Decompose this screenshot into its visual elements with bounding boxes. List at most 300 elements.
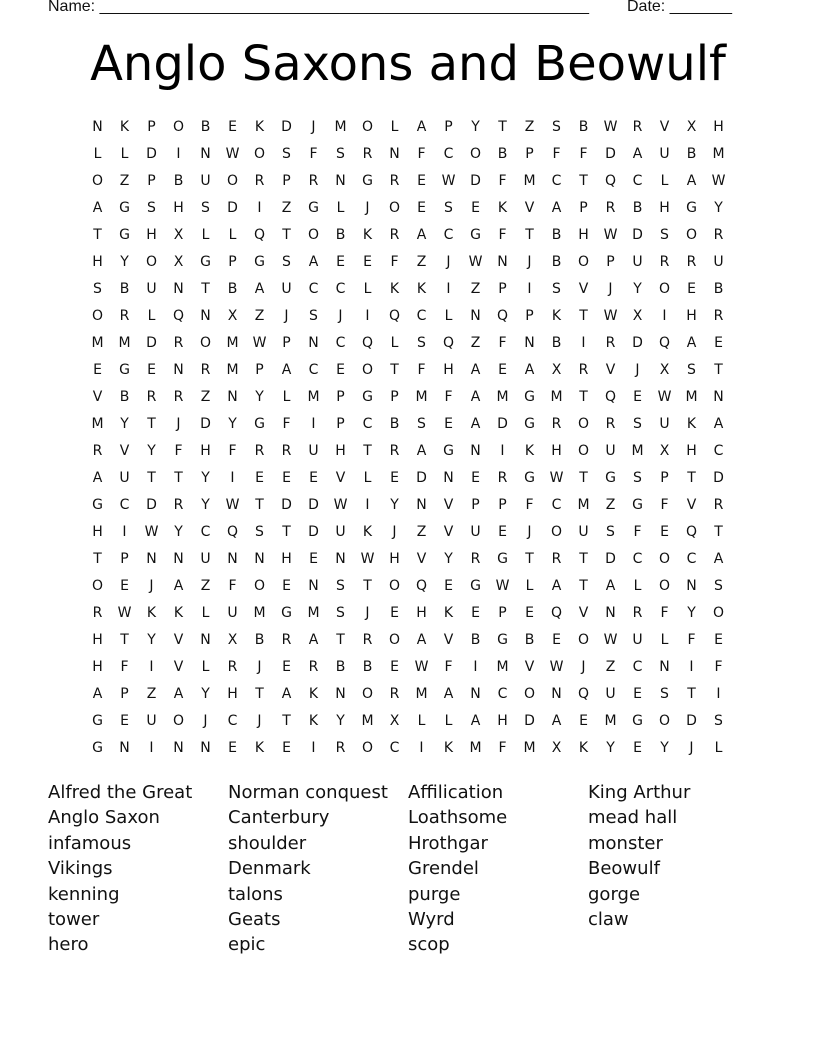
grid-letter[interactable]: Z [470, 280, 481, 297]
grid-letter[interactable]: Y [201, 469, 210, 486]
grid-letter[interactable]: F [714, 658, 723, 675]
grid-letter[interactable]: K [308, 685, 319, 702]
grid-letter[interactable]: R [173, 388, 184, 405]
grid-letter[interactable]: Y [471, 118, 480, 135]
grid-letter[interactable]: R [713, 496, 724, 513]
grid-letter[interactable]: O [658, 712, 671, 729]
grid-letter[interactable]: T [390, 361, 399, 378]
grid-letter[interactable]: I [419, 739, 424, 756]
grid-letter[interactable]: K [119, 118, 130, 135]
grid-letter[interactable]: T [336, 631, 345, 648]
grid-letter[interactable]: T [93, 226, 102, 243]
grid-letter[interactable]: X [632, 307, 643, 324]
grid-letter[interactable]: J [608, 280, 613, 297]
grid-letter[interactable]: X [389, 712, 400, 729]
grid-letter[interactable]: R [713, 307, 724, 324]
grid-letter[interactable]: B [119, 280, 130, 297]
grid-letter[interactable]: Y [147, 631, 156, 648]
grid-letter[interactable]: C [551, 496, 562, 513]
grid-letter[interactable]: C [443, 226, 454, 243]
grid-letter[interactable]: U [632, 253, 643, 270]
grid-letter[interactable]: T [525, 226, 534, 243]
grid-letter[interactable]: U [200, 172, 211, 189]
grid-letter[interactable]: X [659, 361, 670, 378]
grid-letter[interactable]: J [284, 307, 289, 324]
grid-letter[interactable]: N [335, 550, 346, 567]
grid-letter[interactable]: N [119, 739, 130, 756]
grid-letter[interactable]: N [146, 550, 157, 567]
grid-letter[interactable]: S [606, 523, 615, 540]
grid-letter[interactable]: U [470, 523, 481, 540]
grid-letter[interactable]: H [227, 685, 238, 702]
grid-letter[interactable]: E [633, 685, 642, 702]
grid-letter[interactable]: T [120, 631, 129, 648]
grid-letter[interactable]: S [552, 118, 561, 135]
grid-letter[interactable]: C [200, 523, 211, 540]
grid-letter[interactable]: N [443, 469, 454, 486]
grid-letter[interactable]: A [416, 226, 427, 243]
grid-letter[interactable]: L [363, 469, 372, 486]
grid-letter[interactable]: T [579, 469, 588, 486]
grid-letter[interactable]: O [658, 550, 671, 567]
grid-letter[interactable]: A [713, 550, 724, 567]
grid-letter[interactable]: R [281, 631, 292, 648]
grid-letter[interactable]: A [92, 685, 103, 702]
grid-letter[interactable]: B [578, 118, 589, 135]
grid-letter[interactable]: T [147, 415, 156, 432]
grid-letter[interactable]: R [173, 334, 184, 351]
grid-letter[interactable]: J [689, 739, 694, 756]
grid-letter[interactable]: E [309, 469, 318, 486]
grid-letter[interactable]: S [633, 415, 642, 432]
grid-letter[interactable]: P [660, 469, 669, 486]
grid-letter[interactable]: H [92, 658, 103, 675]
grid-letter[interactable]: N [605, 604, 616, 621]
grid-letter[interactable]: Z [200, 577, 211, 594]
grid-letter[interactable]: A [281, 361, 292, 378]
grid-letter[interactable]: E [120, 577, 129, 594]
grid-letter[interactable]: D [281, 496, 292, 513]
grid-letter[interactable]: R [335, 739, 346, 756]
grid-letter[interactable]: U [281, 280, 292, 297]
grid-letter[interactable]: I [257, 199, 262, 216]
grid-letter[interactable]: V [119, 442, 130, 459]
grid-letter[interactable]: W [495, 577, 510, 594]
grid-letter[interactable]: X [551, 739, 562, 756]
grid-letter[interactable]: T [714, 523, 723, 540]
grid-letter[interactable]: U [227, 604, 238, 621]
grid-letter[interactable]: E [525, 604, 534, 621]
grid-letter[interactable]: N [173, 361, 184, 378]
grid-letter[interactable]: E [471, 199, 480, 216]
grid-letter[interactable]: D [497, 415, 508, 432]
grid-letter[interactable]: F [444, 658, 453, 675]
grid-letter[interactable]: I [122, 523, 127, 540]
grid-letter[interactable]: V [524, 199, 535, 216]
grid-letter[interactable]: I [311, 739, 316, 756]
grid-letter[interactable]: A [92, 469, 103, 486]
date-field-label[interactable]: Date: _______ [627, 0, 732, 15]
grid-letter[interactable]: H [389, 550, 400, 567]
grid-letter[interactable]: C [686, 550, 697, 567]
grid-letter[interactable]: E [147, 361, 156, 378]
grid-letter[interactable]: S [336, 604, 345, 621]
grid-letter[interactable]: Q [685, 523, 698, 540]
grid-letter[interactable]: N [470, 442, 481, 459]
grid-letter[interactable]: E [282, 739, 291, 756]
grid-letter[interactable]: T [687, 469, 696, 486]
grid-letter[interactable]: R [308, 172, 319, 189]
grid-letter[interactable]: L [93, 145, 102, 162]
grid-letter[interactable]: Q [577, 685, 590, 702]
grid-letter[interactable]: R [254, 442, 265, 459]
grid-letter[interactable]: M [226, 361, 239, 378]
grid-letter[interactable]: Q [172, 307, 185, 324]
grid-letter[interactable]: E [687, 280, 696, 297]
grid-letter[interactable]: W [117, 604, 132, 621]
grid-letter[interactable]: U [200, 550, 211, 567]
grid-letter[interactable]: L [201, 604, 210, 621]
grid-letter[interactable]: A [470, 361, 481, 378]
grid-letter[interactable]: A [416, 118, 427, 135]
grid-letter[interactable]: S [552, 280, 561, 297]
grid-letter[interactable]: B [632, 199, 643, 216]
grid-letter[interactable]: D [308, 496, 319, 513]
grid-letter[interactable]: D [200, 415, 211, 432]
grid-letter[interactable]: T [282, 226, 291, 243]
grid-letter[interactable]: G [686, 199, 697, 216]
grid-letter[interactable]: Q [442, 334, 455, 351]
grid-letter[interactable]: A [686, 172, 697, 189]
grid-letter[interactable]: R [389, 226, 400, 243]
grid-letter[interactable]: G [605, 469, 616, 486]
grid-letter[interactable]: C [416, 307, 427, 324]
grid-letter[interactable]: F [579, 145, 588, 162]
grid-letter[interactable]: C [335, 334, 346, 351]
grid-letter[interactable]: F [390, 253, 399, 270]
grid-letter[interactable]: R [713, 226, 724, 243]
grid-letter[interactable]: X [551, 361, 562, 378]
grid-letter[interactable]: N [416, 496, 427, 513]
grid-letter[interactable]: R [92, 442, 103, 459]
grid-letter[interactable]: M [415, 388, 428, 405]
grid-letter[interactable]: A [551, 199, 562, 216]
grid-letter[interactable]: Y [444, 550, 453, 567]
grid-letter[interactable]: Y [147, 442, 156, 459]
grid-letter[interactable]: T [255, 685, 264, 702]
grid-letter[interactable]: W [252, 334, 267, 351]
grid-letter[interactable]: X [227, 631, 238, 648]
grid-letter[interactable]: S [417, 334, 426, 351]
grid-letter[interactable]: T [579, 388, 588, 405]
grid-letter[interactable]: G [497, 631, 508, 648]
grid-letter[interactable]: Y [336, 712, 345, 729]
grid-letter[interactable]: L [390, 334, 399, 351]
grid-letter[interactable]: M [334, 118, 347, 135]
grid-letter[interactable]: S [255, 523, 264, 540]
grid-letter[interactable]: G [443, 442, 454, 459]
grid-letter[interactable]: E [633, 739, 642, 756]
grid-letter[interactable]: G [119, 199, 130, 216]
grid-letter[interactable]: E [228, 118, 237, 135]
grid-letter[interactable]: V [416, 550, 427, 567]
grid-letter[interactable]: A [92, 199, 103, 216]
grid-letter[interactable]: L [633, 577, 642, 594]
grid-letter[interactable]: O [523, 685, 536, 702]
grid-letter[interactable]: B [362, 658, 373, 675]
grid-letter[interactable]: I [365, 307, 370, 324]
grid-letter[interactable]: K [524, 442, 535, 459]
grid-letter[interactable]: R [200, 361, 211, 378]
grid-letter[interactable]: A [470, 712, 481, 729]
grid-letter[interactable]: P [498, 604, 507, 621]
grid-letter[interactable]: W [603, 307, 618, 324]
grid-letter[interactable]: E [498, 361, 507, 378]
grid-letter[interactable]: S [147, 199, 156, 216]
grid-letter[interactable]: Z [254, 307, 265, 324]
grid-letter[interactable]: O [172, 712, 185, 729]
grid-letter[interactable]: X [227, 307, 238, 324]
grid-letter[interactable]: G [524, 469, 535, 486]
grid-letter[interactable]: Z [146, 685, 157, 702]
grid-letter[interactable]: K [362, 226, 373, 243]
grid-letter[interactable]: G [470, 226, 481, 243]
grid-letter[interactable]: O [172, 118, 185, 135]
grid-letter[interactable]: W [549, 469, 564, 486]
grid-letter[interactable]: Y [687, 604, 696, 621]
grid-letter[interactable]: A [281, 685, 292, 702]
grid-letter[interactable]: V [92, 388, 103, 405]
grid-letter[interactable]: V [578, 604, 589, 621]
grid-letter[interactable]: H [146, 226, 157, 243]
grid-letter[interactable]: H [578, 226, 589, 243]
grid-letter[interactable]: O [226, 172, 239, 189]
grid-letter[interactable]: V [443, 496, 454, 513]
grid-letter[interactable]: R [146, 388, 157, 405]
grid-letter[interactable]: I [149, 739, 154, 756]
grid-letter[interactable]: R [659, 253, 670, 270]
grid-letter[interactable]: Z [416, 253, 427, 270]
grid-letter[interactable]: T [363, 577, 372, 594]
grid-letter[interactable]: B [524, 631, 535, 648]
grid-letter[interactable]: I [527, 280, 532, 297]
grid-letter[interactable]: A [470, 415, 481, 432]
grid-letter[interactable]: Q [388, 307, 401, 324]
grid-letter[interactable]: F [174, 442, 183, 459]
grid-letter[interactable]: B [119, 388, 130, 405]
grid-letter[interactable]: F [228, 442, 237, 459]
grid-letter[interactable]: N [524, 334, 535, 351]
grid-letter[interactable]: H [92, 523, 103, 540]
grid-letter[interactable]: O [361, 739, 374, 756]
grid-letter[interactable]: T [282, 712, 291, 729]
grid-letter[interactable]: V [335, 469, 346, 486]
grid-letter[interactable]: Q [550, 604, 563, 621]
grid-letter[interactable]: R [632, 118, 643, 135]
grid-letter[interactable]: T [363, 442, 372, 459]
grid-letter[interactable]: H [200, 442, 211, 459]
grid-letter[interactable]: X [173, 253, 184, 270]
grid-letter[interactable]: V [173, 658, 184, 675]
grid-letter[interactable]: R [686, 253, 697, 270]
grid-letter[interactable]: N [686, 577, 697, 594]
grid-letter[interactable]: T [282, 523, 291, 540]
grid-letter[interactable]: B [551, 253, 562, 270]
grid-letter[interactable]: L [714, 739, 723, 756]
grid-letter[interactable]: Q [604, 388, 617, 405]
grid-letter[interactable]: A [524, 361, 535, 378]
grid-letter[interactable]: P [498, 280, 507, 297]
grid-letter[interactable]: N [470, 685, 481, 702]
grid-letter[interactable]: B [335, 226, 346, 243]
grid-letter[interactable]: R [254, 172, 265, 189]
grid-letter[interactable]: J [257, 712, 262, 729]
grid-letter[interactable]: M [307, 388, 320, 405]
grid-letter[interactable]: Q [658, 334, 671, 351]
grid-letter[interactable]: M [307, 604, 320, 621]
grid-letter[interactable]: Y [714, 199, 723, 216]
grid-letter[interactable]: H [173, 199, 184, 216]
grid-letter[interactable]: H [281, 550, 292, 567]
grid-letter[interactable]: E [417, 172, 426, 189]
grid-letter[interactable]: A [416, 442, 427, 459]
grid-letter[interactable]: O [658, 577, 671, 594]
grid-letter[interactable]: P [120, 685, 129, 702]
grid-letter[interactable]: U [659, 145, 670, 162]
grid-letter[interactable]: O [388, 577, 401, 594]
grid-letter[interactable]: H [92, 631, 103, 648]
grid-letter[interactable]: Q [253, 226, 266, 243]
grid-letter[interactable]: A [443, 685, 454, 702]
grid-letter[interactable]: W [603, 118, 618, 135]
grid-letter[interactable]: E [552, 631, 561, 648]
grid-letter[interactable]: D [227, 199, 238, 216]
grid-letter[interactable]: Y [174, 523, 183, 540]
grid-letter[interactable]: C [632, 550, 643, 567]
grid-letter[interactable]: T [579, 172, 588, 189]
grid-letter[interactable]: T [525, 550, 534, 567]
grid-letter[interactable]: O [658, 280, 671, 297]
grid-letter[interactable]: P [525, 307, 534, 324]
grid-letter[interactable]: L [660, 172, 669, 189]
grid-letter[interactable]: W [441, 172, 456, 189]
grid-letter[interactable]: R [119, 307, 130, 324]
grid-letter[interactable]: E [714, 334, 723, 351]
grid-letter[interactable]: R [92, 604, 103, 621]
grid-letter[interactable]: F [417, 361, 426, 378]
grid-letter[interactable]: S [660, 685, 669, 702]
grid-letter[interactable]: H [551, 442, 562, 459]
grid-letter[interactable]: T [201, 280, 210, 297]
grid-letter[interactable]: N [92, 118, 103, 135]
grid-letter[interactable]: F [444, 388, 453, 405]
grid-letter[interactable]: E [336, 361, 345, 378]
grid-letter[interactable]: K [173, 604, 184, 621]
grid-letter[interactable]: L [120, 145, 129, 162]
grid-letter[interactable]: N [470, 307, 481, 324]
grid-letter[interactable]: P [228, 253, 237, 270]
grid-letter[interactable]: K [146, 604, 157, 621]
grid-letter[interactable]: L [444, 712, 453, 729]
grid-letter[interactable]: R [551, 550, 562, 567]
grid-letter[interactable]: Y [201, 685, 210, 702]
grid-letter[interactable]: B [389, 415, 400, 432]
grid-letter[interactable]: R [281, 442, 292, 459]
grid-letter[interactable]: B [551, 334, 562, 351]
grid-letter[interactable]: P [390, 388, 399, 405]
grid-letter[interactable]: T [579, 577, 588, 594]
grid-letter[interactable]: M [523, 172, 536, 189]
grid-letter[interactable]: N [659, 658, 670, 675]
grid-letter[interactable]: F [660, 604, 669, 621]
grid-letter[interactable]: O [712, 604, 725, 621]
grid-letter[interactable]: R [362, 631, 373, 648]
grid-letter[interactable]: R [362, 145, 373, 162]
grid-letter[interactable]: I [311, 415, 316, 432]
grid-letter[interactable]: L [336, 199, 345, 216]
grid-letter[interactable]: E [120, 712, 129, 729]
grid-letter[interactable]: K [254, 118, 265, 135]
grid-letter[interactable]: F [687, 631, 696, 648]
grid-letter[interactable]: A [308, 253, 319, 270]
grid-letter[interactable]: T [714, 361, 723, 378]
grid-letter[interactable]: M [469, 739, 482, 756]
grid-letter[interactable]: R [605, 199, 616, 216]
grid-letter[interactable]: P [471, 496, 480, 513]
grid-letter[interactable]: A [713, 415, 724, 432]
grid-letter[interactable]: M [631, 442, 644, 459]
grid-letter[interactable]: V [659, 118, 670, 135]
grid-letter[interactable]: L [390, 118, 399, 135]
grid-letter[interactable]: E [363, 253, 372, 270]
grid-letter[interactable]: S [444, 199, 453, 216]
grid-letter[interactable]: A [605, 577, 616, 594]
grid-letter[interactable]: E [471, 469, 480, 486]
grid-letter[interactable]: P [336, 415, 345, 432]
grid-letter[interactable]: B [470, 631, 481, 648]
grid-letter[interactable]: U [713, 253, 724, 270]
grid-letter[interactable]: K [551, 307, 562, 324]
grid-letter[interactable]: N [308, 334, 319, 351]
grid-letter[interactable]: G [119, 361, 130, 378]
grid-letter[interactable]: B [227, 280, 238, 297]
grid-letter[interactable]: E [579, 712, 588, 729]
grid-letter[interactable]: J [581, 658, 586, 675]
grid-letter[interactable]: W [603, 226, 618, 243]
grid-letter[interactable]: U [335, 523, 346, 540]
grid-letter[interactable]: K [362, 523, 373, 540]
grid-letter[interactable]: E [633, 388, 642, 405]
grid-letter[interactable]: P [606, 253, 615, 270]
grid-letter[interactable]: C [551, 172, 562, 189]
grid-letter[interactable]: S [660, 226, 669, 243]
grid-letter[interactable]: K [254, 739, 265, 756]
grid-letter[interactable]: Z [605, 496, 616, 513]
grid-letter[interactable]: B [551, 226, 562, 243]
grid-letter[interactable]: O [91, 577, 104, 594]
grid-letter[interactable]: C [497, 685, 508, 702]
grid-letter[interactable]: O [577, 415, 590, 432]
grid-letter[interactable]: C [308, 361, 319, 378]
grid-letter[interactable]: S [93, 280, 102, 297]
grid-letter[interactable]: H [659, 199, 670, 216]
grid-letter[interactable]: W [414, 658, 429, 675]
grid-letter[interactable]: O [199, 334, 212, 351]
grid-letter[interactable]: E [390, 469, 399, 486]
grid-letter[interactable]: B [335, 658, 346, 675]
grid-letter[interactable]: I [446, 280, 451, 297]
grid-letter[interactable]: G [362, 388, 373, 405]
